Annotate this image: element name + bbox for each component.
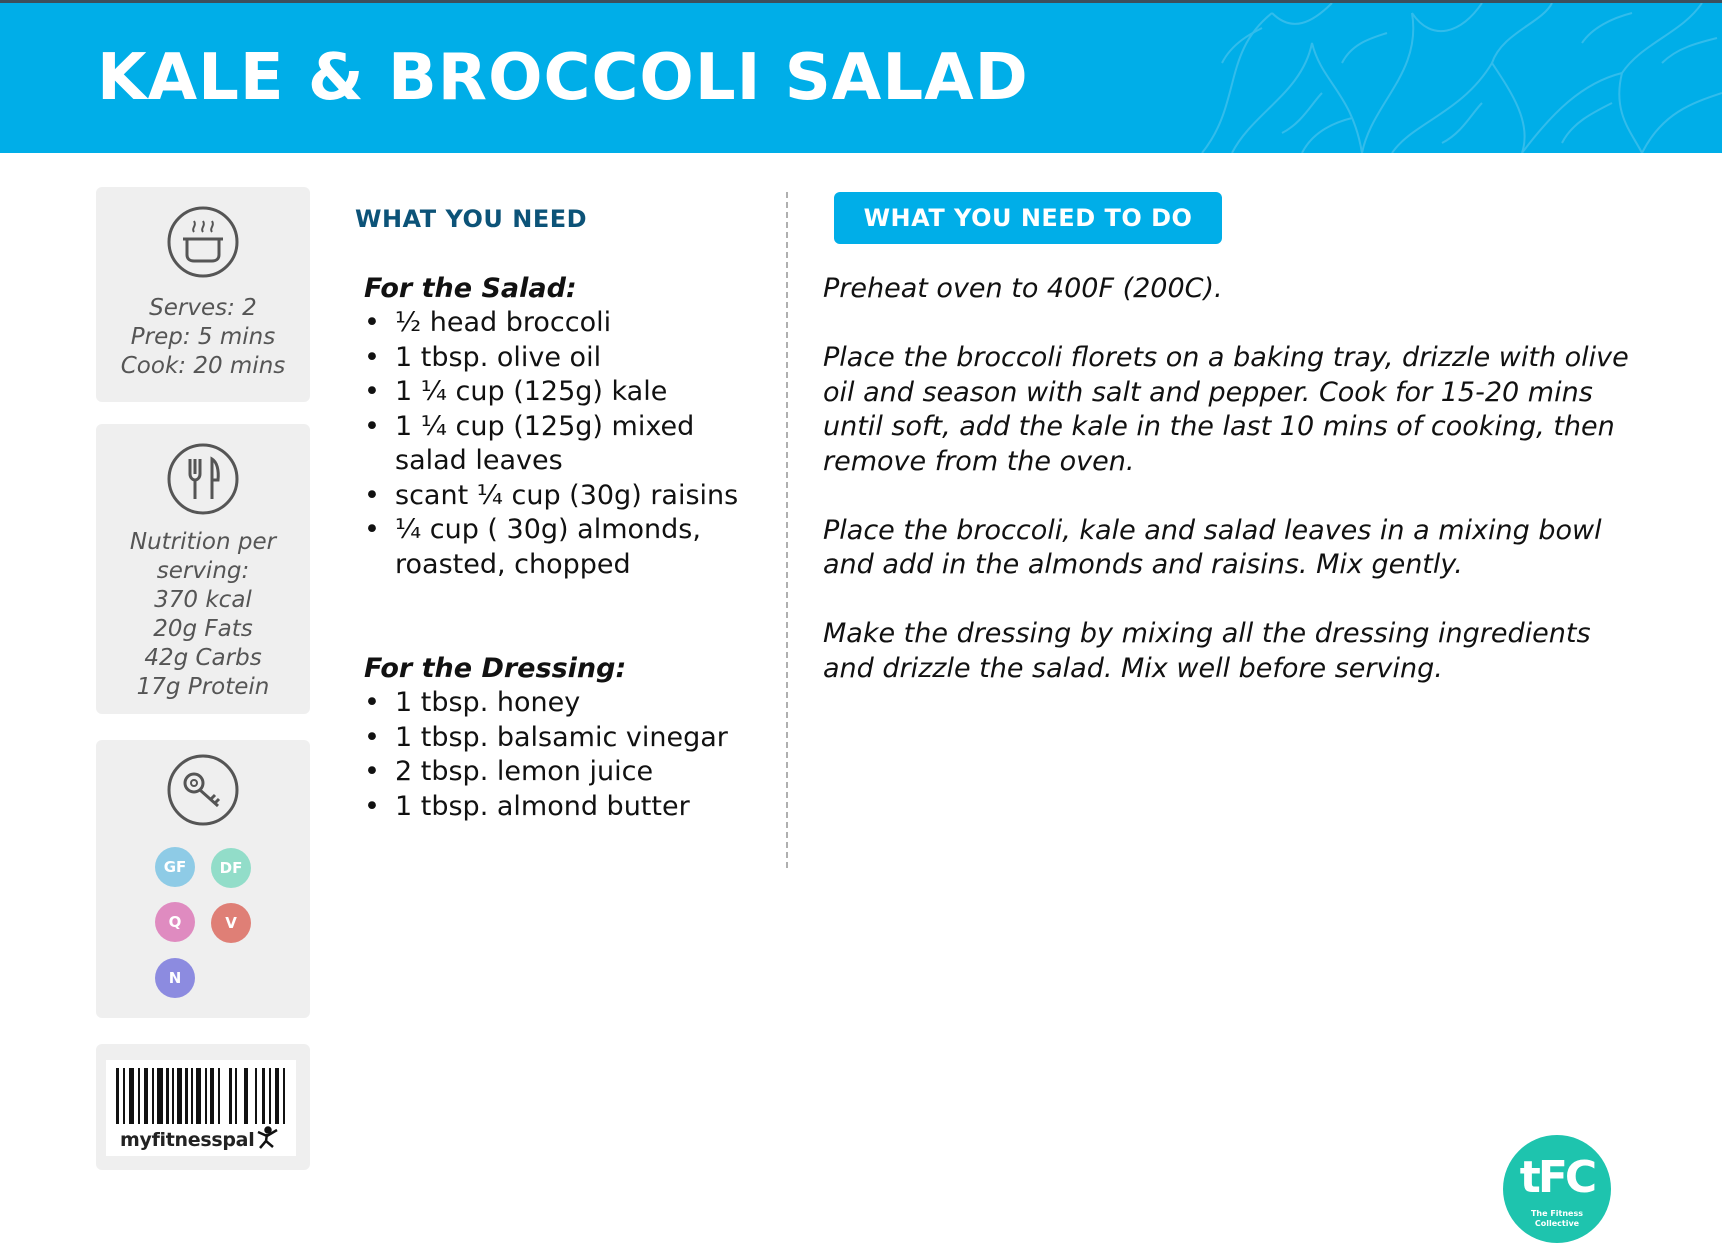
list-item: • 1 tbsp. balsamic vinegar bbox=[364, 721, 744, 756]
leaf-pattern-decoration bbox=[1162, 3, 1722, 153]
the-fitness-collective-logo bbox=[1502, 1134, 1612, 1244]
list-item: • 1 tbsp. olive oil bbox=[364, 341, 744, 376]
title-banner bbox=[0, 3, 1722, 153]
nutrition-card bbox=[96, 424, 310, 714]
serves-text: Serves: 2 bbox=[149, 295, 257, 321]
dressing-ingredients bbox=[364, 652, 744, 824]
list-item: • ½ head broccoli bbox=[364, 306, 744, 341]
barcode-card[interactable] bbox=[96, 1044, 310, 1170]
list-item: • 1 tbsp. honey bbox=[364, 686, 744, 721]
list-item: • scant ¼ cup (30g) raisins bbox=[364, 479, 744, 514]
salad-subheading: For the Salad: bbox=[364, 273, 577, 304]
page-title: KALE & BROCCOLI SALAD bbox=[97, 41, 1029, 115]
barcode-icon bbox=[114, 1066, 290, 1126]
carbs-text: 42g Carbs bbox=[144, 645, 262, 671]
quick-badge: Q bbox=[155, 902, 195, 942]
list-item: • ¼ cup ( 30g) almonds, roasted, chopped bbox=[364, 513, 744, 582]
prep-text: Prep: 5 mins bbox=[130, 324, 276, 350]
list-item: • 1 tbsp. almond butter bbox=[364, 790, 744, 825]
vegetarian-badge: V bbox=[211, 903, 251, 943]
dressing-ingredient-list bbox=[364, 686, 744, 824]
nutrition-info bbox=[96, 528, 310, 702]
method-step: Place the broccoli florets on a baking tray, drizzle with olive oil and season with salt and pepper. Cook for 15-20 mins until soft, add the kale in the last 10 mins of cooking, then remove from the oven. bbox=[823, 342, 1629, 477]
kcal-text: 370 kcal bbox=[154, 587, 252, 613]
cooking-pot-icon bbox=[166, 205, 240, 279]
method-step: Make the dressing by mixing all the dressing ingredients and drizzle the salad. Mix well before serving. bbox=[823, 618, 1591, 684]
nutrition-heading: Nutrition per bbox=[129, 529, 277, 555]
dairy-free-badge: DF bbox=[211, 848, 251, 888]
column-divider bbox=[786, 192, 788, 868]
logo-mark: tFC bbox=[1519, 1152, 1595, 1203]
method-steps bbox=[823, 272, 1633, 721]
list-item: • 1 ¼ cup (125g) mixed salad leaves bbox=[364, 410, 744, 479]
logo-tagline: The Fitness bbox=[1530, 1209, 1584, 1218]
cook-text: Cook: 20 mins bbox=[120, 353, 286, 379]
fork-knife-icon bbox=[166, 442, 240, 516]
logo-tagline-cont: Collective bbox=[1534, 1219, 1580, 1228]
nutrition-heading-cont: serving: bbox=[156, 558, 250, 584]
jumping-figure-icon bbox=[254, 1126, 280, 1150]
salad-ingredient-list bbox=[364, 306, 744, 582]
method-heading-tab: WHAT YOU NEED TO DO bbox=[834, 192, 1222, 244]
myfitnesspal-wordmark: myfitnesspal bbox=[120, 1126, 280, 1151]
salad-ingredients bbox=[364, 272, 744, 582]
key-icon bbox=[166, 753, 240, 827]
fats-text: 20g Fats bbox=[153, 616, 253, 642]
method-step: Place the broccoli, kale and salad leaves in a mixing bowl and add in the almonds and raisins. Mix gently. bbox=[823, 514, 1602, 580]
ingredients-heading: WHAT YOU NEED bbox=[355, 205, 588, 233]
serves-info bbox=[96, 294, 310, 381]
nut-badge: N bbox=[155, 958, 195, 998]
list-item: • 1 ¼ cup (125g) kale bbox=[364, 375, 744, 410]
diet-key-card bbox=[96, 740, 310, 1018]
dressing-subheading: For the Dressing: bbox=[364, 653, 627, 684]
serves-card bbox=[96, 187, 310, 402]
myfitnesspal-barcode[interactable] bbox=[106, 1060, 296, 1156]
method-step: Preheat oven to 400F (200C). bbox=[823, 273, 1223, 304]
list-item: • 2 tbsp. lemon juice bbox=[364, 755, 744, 790]
protein-text: 17g Protein bbox=[136, 674, 270, 700]
gluten-free-badge: GF bbox=[155, 847, 195, 887]
